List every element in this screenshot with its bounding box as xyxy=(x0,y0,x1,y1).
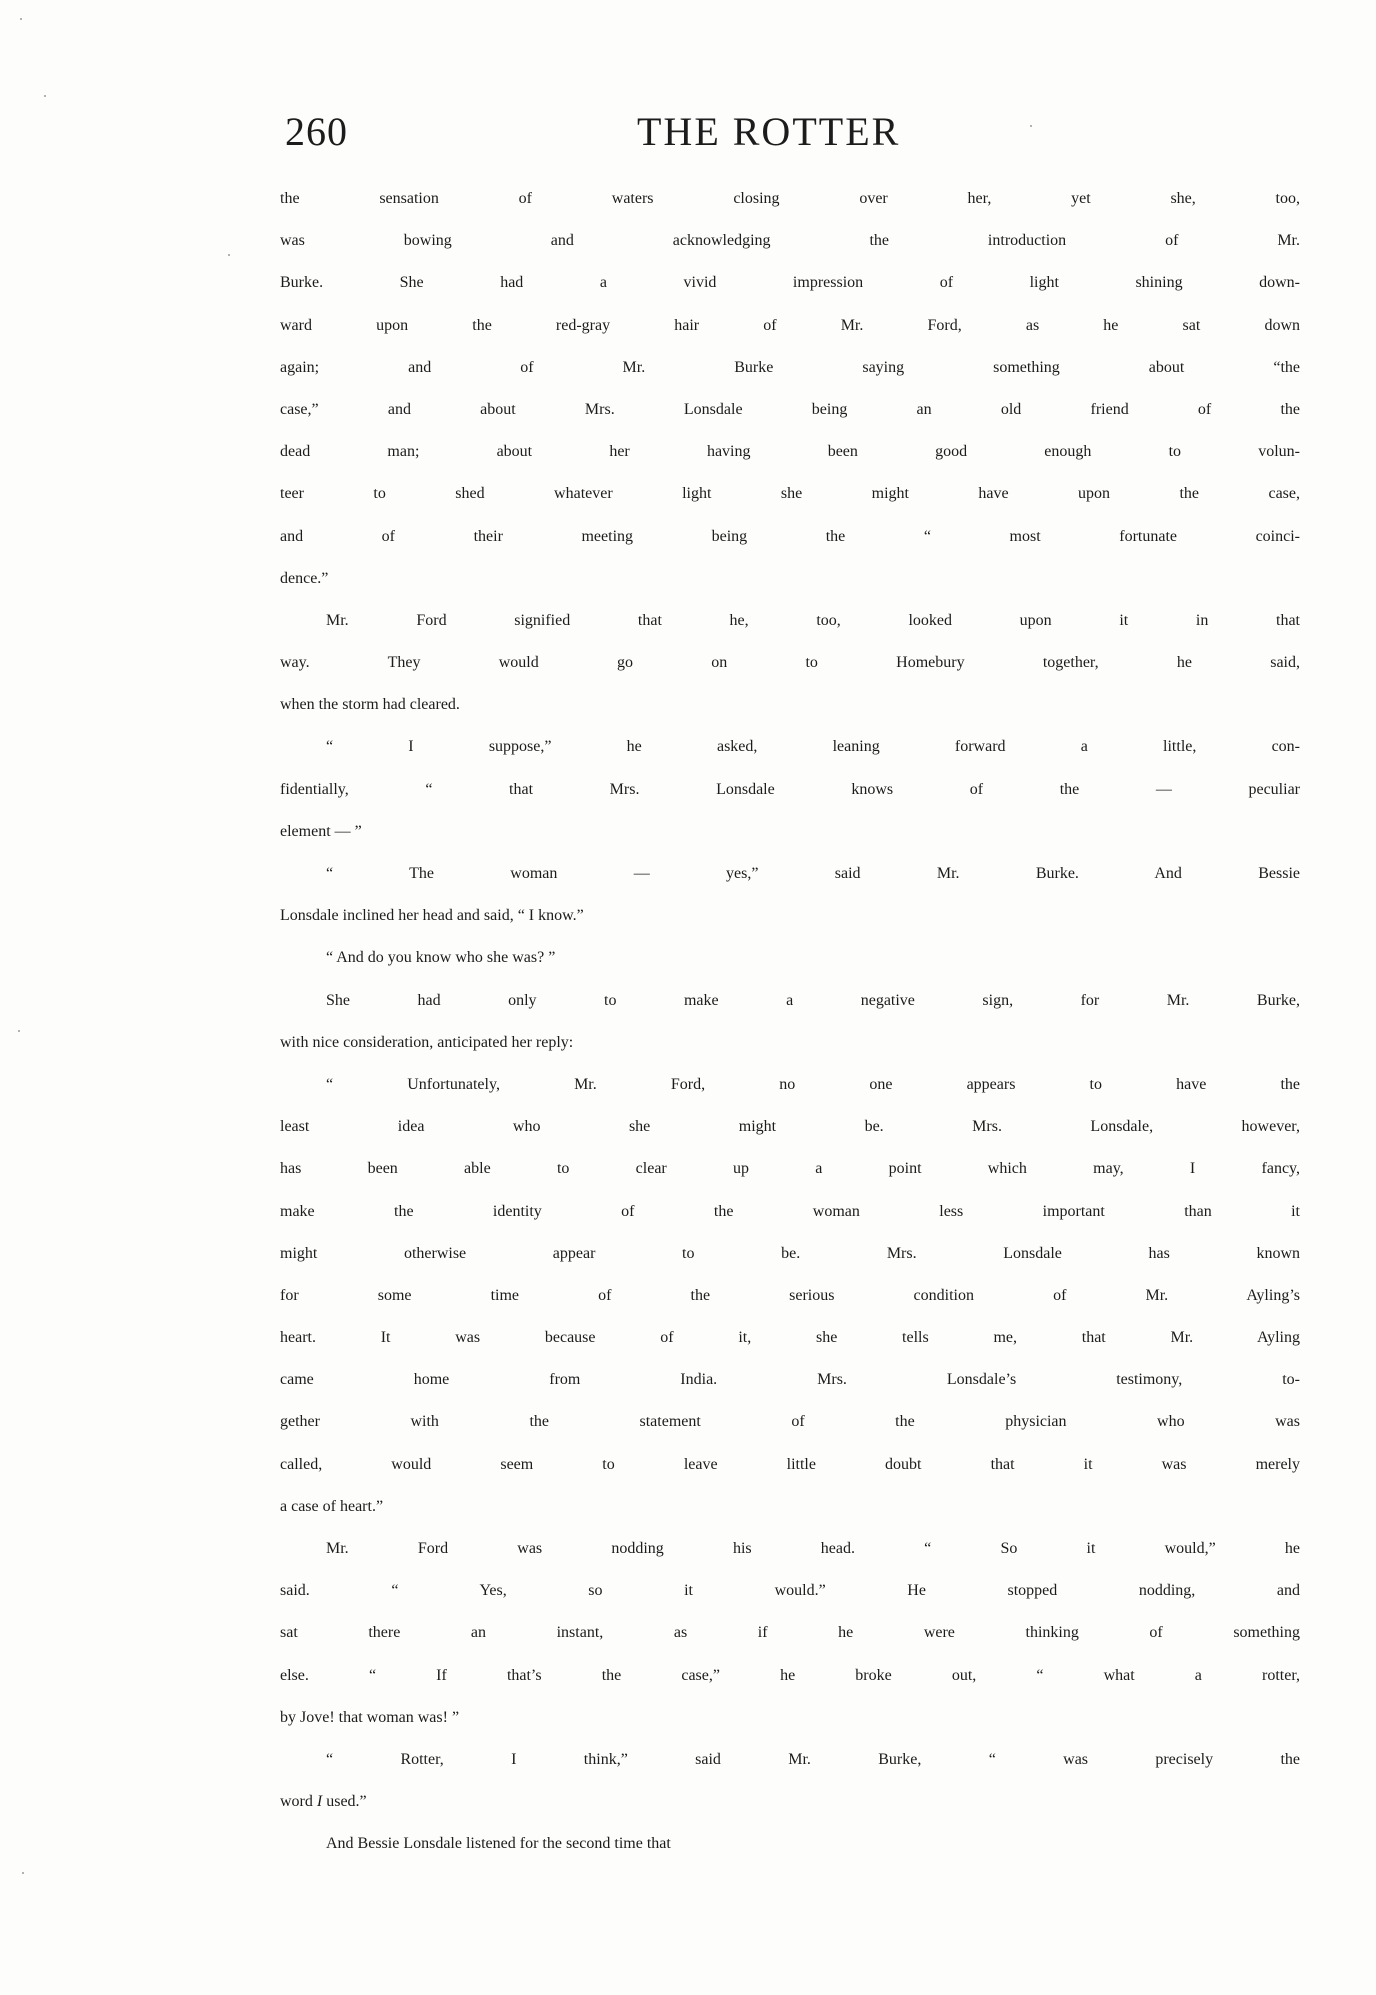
paragraph xyxy=(280,865,1300,949)
text-line: when the storm had cleared. xyxy=(280,696,460,714)
text-line: least idea who she might be. Mrs. Lonsdale, however, xyxy=(280,1118,1300,1136)
paragraph xyxy=(280,612,1300,739)
page-number: 260 xyxy=(285,109,348,154)
scan-speck xyxy=(20,18,22,20)
scan-speck xyxy=(22,1872,24,1874)
text-line: dence.” xyxy=(280,569,329,587)
text-line: was bowing and acknowledging the introduction of Mr. xyxy=(280,232,1300,250)
text-line: Lonsdale inclined her head and said, “ I know.” xyxy=(280,907,584,925)
scan-speck xyxy=(18,1030,20,1032)
scan-speck xyxy=(44,95,46,97)
text-line: Burke. She had a vivid impression of light shining down- xyxy=(280,274,1300,292)
text-line: heart. It was because of it, she tells me, that Mr. Ayling xyxy=(280,1329,1300,1347)
text-line: else. “ If that’s the case,” he broke out, “ what a rotter, xyxy=(280,1666,1300,1684)
paragraph xyxy=(280,190,1300,612)
paragraph xyxy=(280,992,1300,1076)
text-line: might otherwise appear to be. Mrs. Lonsdale has known xyxy=(280,1244,1300,1262)
paragraph xyxy=(280,738,1300,865)
text-line: said. “ Yes, so it would.” He stopped nodding, and xyxy=(280,1582,1300,1600)
text-line: “ Rotter, I think,” said Mr. Burke, “ was precisely the xyxy=(326,1750,1300,1768)
text-line: called, would seem to leave little doubt that it was merely xyxy=(280,1455,1300,1473)
text-line: Mr. Ford was nodding his head. “ So it would,” he xyxy=(326,1540,1300,1557)
text-line: ward upon the red-gray hair of Mr. Ford, as he sat down xyxy=(280,316,1300,334)
scan-speck xyxy=(228,254,230,256)
running-head xyxy=(285,108,1305,158)
text-line: case,” and about Mrs. Lonsdale being an old friend of the xyxy=(280,400,1300,418)
text-line: with nice consideration, anticipated her reply: xyxy=(280,1033,574,1051)
text-line: “ I suppose,” he asked, leaning forward a little, con- xyxy=(326,738,1300,756)
text-line: a case of heart.” xyxy=(280,1497,384,1515)
text-line: make the identity of the woman less important than it xyxy=(280,1202,1300,1220)
text-line: fidentially, “ that Mrs. Lonsdale knows of the — peculiar xyxy=(280,780,1300,798)
text-line: word I used.” xyxy=(280,1793,367,1811)
text-line: sat there an instant, as if he were thinking of something xyxy=(280,1624,1300,1642)
text-line: Mr. Ford signified that he, too, looked upon it in that xyxy=(326,611,1300,629)
body-text xyxy=(280,190,1300,1878)
text-line: again; and of Mr. Burke saying something about “the xyxy=(280,358,1300,376)
text-line: the sensation of waters closing over her, yet she, too, xyxy=(280,190,1300,207)
running-title: THE ROTTER xyxy=(637,109,901,154)
paragraph xyxy=(280,1540,1300,1751)
text-line: way. They would go on to Homebury together, he said, xyxy=(280,654,1300,672)
text-line: “ The woman — yes,” said Mr. Burke. And Bessie xyxy=(326,865,1300,882)
scan-speck xyxy=(1030,125,1032,127)
text-line: “ And do you know who she was? ” xyxy=(326,949,556,967)
text-line: came home from India. Mrs. Lonsdale’s testimony, to- xyxy=(280,1371,1300,1389)
paragraph xyxy=(280,1751,1300,1835)
text-line: dead man; about her having been good enough to volun- xyxy=(280,443,1300,461)
text-line: for some time of the serious condition of Mr. Ayling’s xyxy=(280,1286,1300,1304)
paragraph xyxy=(280,1076,1300,1540)
text-line: has been able to clear up a point which may, I fancy, xyxy=(280,1160,1300,1178)
paragraph xyxy=(280,949,1300,991)
paragraph xyxy=(280,1835,1300,1877)
text-line: gether with the statement of the physician who was xyxy=(280,1413,1300,1431)
text-line: and of their meeting being the “ most fortunate coinci- xyxy=(280,527,1300,545)
text-line: “ Unfortunately, Mr. Ford, no one appears to have the xyxy=(326,1075,1300,1093)
text-line: element — ” xyxy=(280,822,362,840)
text-line: And Bessie Lonsdale listened for the second time that xyxy=(326,1835,671,1853)
text-line: She had only to make a negative sign, for Mr. Burke, xyxy=(326,991,1300,1009)
text-line: by Jove! that woman was! ” xyxy=(280,1708,460,1726)
text-line: teer to shed whatever light she might have upon the case, xyxy=(280,485,1300,503)
